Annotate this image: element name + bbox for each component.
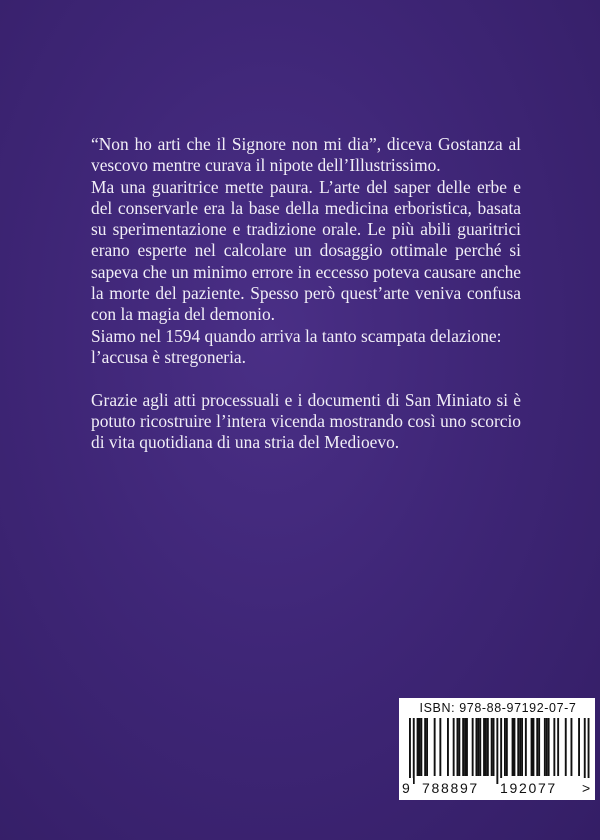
barcode-bar-12 bbox=[458, 718, 460, 776]
barcode-bar-6 bbox=[426, 718, 428, 776]
blurb-accusation-paragraph: Siamo nel 1594 quando arriva la tanto scampata delazione: l’accusa è stregoneria. bbox=[91, 325, 502, 367]
barcode-bar-0 bbox=[409, 718, 411, 784]
barcode-bar-44 bbox=[565, 718, 567, 776]
barcode-bar-9 bbox=[447, 718, 449, 776]
ean-digits bbox=[401, 778, 595, 798]
barcode-bar-37 bbox=[536, 718, 538, 776]
barcode-bar-21 bbox=[485, 718, 487, 776]
isbn-label: ISBN: 978-88-97192-07-7 bbox=[419, 701, 577, 715]
barcode-bars bbox=[399, 718, 595, 784]
barcode-bar-31 bbox=[517, 718, 519, 776]
barcode-bar-20 bbox=[483, 718, 485, 776]
blurb-sources-paragraph: Grazie agli atti processuali e i documenti di San Miniato si è potuto ricostruire l’intera vicenda mostrando così uno scorcio di vita quotidiana di una stria del Medioevo. bbox=[91, 389, 521, 453]
barcode-bar-39 bbox=[544, 718, 546, 776]
barcode-bar-43 bbox=[557, 718, 559, 776]
barcode-bar-17 bbox=[476, 718, 478, 776]
blurb-quote-paragraph: “Non ho arti che il Signore non mi dia”, diceva Gostanza al vescovo mentre curava il nipote dell’Illustrissimo. bbox=[91, 134, 521, 176]
barcode-bar-38 bbox=[538, 718, 540, 776]
blurb-healer-paragraph: Ma una guaritrice mette paura. L’arte del saper delle erbe e del conservarle era la base della medicina erboristica, basata su sperimentazione e tradizione orale. Le più abili guaritrici erano esperte nel calcolare un dosaggio ottimale perché si sapeva che un minimo errore in eccesso poteva causare anche la morte del paziente. Spesso però quest’arte veniva confusa con la magia del demonio. bbox=[91, 176, 521, 325]
isbn-barcode bbox=[399, 698, 595, 800]
barcode-bar-29 bbox=[512, 718, 514, 776]
barcode-bar-42 bbox=[553, 718, 555, 776]
barcode-bar-24 bbox=[493, 718, 495, 776]
barcode-bar-34 bbox=[525, 718, 527, 776]
barcode-bar-8 bbox=[439, 718, 441, 776]
barcode-bar-13 bbox=[462, 718, 464, 776]
barcode-bar-45 bbox=[571, 718, 573, 776]
barcode-bar-30 bbox=[514, 718, 516, 776]
barcode-bar-27 bbox=[504, 718, 506, 776]
barcode-bar-25 bbox=[496, 718, 498, 784]
barcode-bar-5 bbox=[424, 718, 426, 776]
barcode-bar-47 bbox=[584, 718, 586, 784]
ean-right-group: 192077 bbox=[500, 780, 557, 796]
barcode-bar-32 bbox=[519, 718, 521, 776]
barcode-bar-18 bbox=[477, 718, 479, 776]
barcode-bar-23 bbox=[491, 718, 493, 776]
barcode-bar-35 bbox=[531, 718, 533, 776]
barcode-bar-3 bbox=[419, 718, 421, 776]
ean-quiet-marker: > bbox=[582, 780, 592, 796]
barcode-bar-40 bbox=[546, 718, 548, 776]
barcode-bar-33 bbox=[521, 718, 523, 776]
barcode-bar-16 bbox=[472, 718, 474, 776]
barcode-bar-11 bbox=[457, 718, 459, 776]
cover-blurb bbox=[91, 134, 521, 453]
barcode-bar-1 bbox=[413, 718, 415, 784]
ean-left-group: 788897 bbox=[422, 780, 479, 796]
barcode-bar-46 bbox=[578, 718, 580, 776]
barcode-bar-10 bbox=[453, 718, 455, 776]
ean-first-digit: 9 bbox=[402, 780, 412, 796]
barcode-bar-48 bbox=[588, 718, 590, 784]
barcode-bar-22 bbox=[487, 718, 489, 776]
barcode-bar-26 bbox=[500, 718, 502, 784]
barcode-bar-7 bbox=[434, 718, 436, 776]
barcode-bar-19 bbox=[479, 718, 481, 776]
barcode-bar-2 bbox=[417, 718, 419, 776]
barcode-bar-36 bbox=[533, 718, 535, 776]
barcode-bar-4 bbox=[420, 718, 422, 776]
barcode-bar-28 bbox=[506, 718, 508, 776]
barcode-bar-41 bbox=[548, 718, 550, 776]
barcode-bar-14 bbox=[464, 718, 466, 776]
barcode-bar-15 bbox=[466, 718, 468, 776]
